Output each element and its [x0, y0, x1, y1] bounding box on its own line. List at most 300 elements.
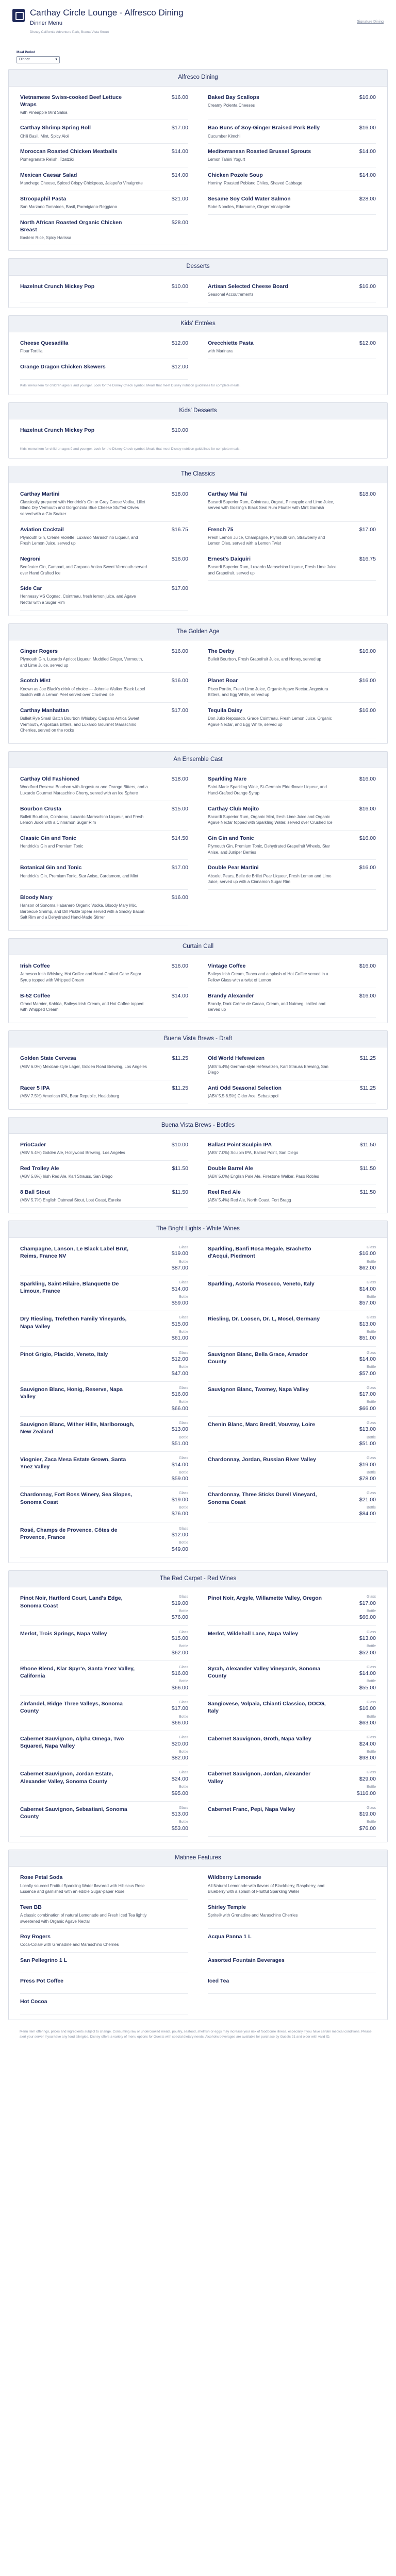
- menu-item-description: Fresh Lemon Juice, Champagne, Plymouth Gin, Strawberry and Lemon Oleo, served with a Lemon Twist: [208, 535, 325, 546]
- glass-label: Glass: [179, 1316, 188, 1320]
- bottle-price-value: $62.00: [171, 1649, 188, 1656]
- menu-item-price: $16.00: [359, 677, 376, 684]
- bottle-price-value: $66.00: [359, 1614, 376, 1621]
- menu-item-name: Double Pear Martini: [208, 865, 259, 871]
- menu-item: [20, 831, 188, 860]
- glass-price: [359, 1280, 376, 1293]
- menu-item-row: [208, 1189, 376, 1196]
- menu-item-row: [208, 340, 376, 347]
- location-tagline: Disney California Adventure Park, Buena Vista Street: [30, 30, 109, 34]
- menu-item: [20, 1929, 188, 1953]
- wine-prices: [354, 1245, 376, 1272]
- menu-item-name: Anti Odd Seasonal Selection: [208, 1084, 282, 1091]
- menu-item-name: Ernest's Daiquiri: [208, 555, 251, 562]
- menu-item-row: [20, 677, 188, 684]
- menu-item: [208, 1452, 376, 1487]
- menu-item-description: Known as Joe Black's drink of choice — Johnnie Walker Black Label Scotch with a Lemon Peel served over Crushed Ice: [20, 686, 145, 698]
- menu-item-row: [20, 1630, 188, 1656]
- menu-item-name: Pinot Noir, Argyle, Willamette Valley, Oregon: [208, 1595, 322, 1602]
- menu-item-row: [20, 1280, 188, 1307]
- bottle-price-value: $84.00: [359, 1511, 376, 1517]
- menu-item: [20, 486, 188, 522]
- menu-item-name: Reel Red Ale: [208, 1189, 241, 1195]
- menu-item-row: [208, 124, 376, 131]
- menu-item: [208, 703, 376, 738]
- menu-item-name: Irish Coffee: [20, 963, 50, 970]
- wine-prices: [167, 1595, 188, 1621]
- bottle-price: [172, 1260, 188, 1272]
- menu-item-name: Mediterranean Roasted Brussel Sprouts: [208, 148, 311, 155]
- menu-item: [20, 1661, 188, 1696]
- menu-item-description: Bulleit Rye Small Batch Bourbon Whiskey, Carpano Antica Sweet Vermouth, Angostura Bitters, and Luxardo Gourmet Maraschino Cherries, served on the rocks: [20, 716, 140, 733]
- menu-item-row: [208, 490, 376, 498]
- bottle-price-value: $51.00: [359, 1440, 376, 1447]
- glass-label: Glass: [367, 1245, 376, 1249]
- menu-item-name: Sparkling Mare: [208, 776, 247, 783]
- wine-prices: [354, 1280, 376, 1307]
- menu-item-description: (ABV 5.4%) German-style Hefeweizen, Karl Strauss Brewing, San Diego: [208, 1064, 328, 1075]
- glass-price: [172, 1421, 188, 1433]
- menu-item-description: Seasonal Accoutrements: [208, 292, 254, 297]
- menu-item: [208, 486, 376, 522]
- wine-prices: [167, 1806, 188, 1832]
- menu-item: [208, 1973, 376, 1994]
- menu-item-price: $17.00: [171, 865, 188, 871]
- menu-item-name: Viognier, Zaca Mesa Estate Grown, Santa Ynez Valley: [20, 1456, 126, 1470]
- menu-item-price: $17.00: [171, 125, 188, 131]
- menu-item-row: [208, 1421, 376, 1447]
- page-header: [0, 0, 396, 47]
- menu-item: [20, 890, 188, 925]
- bottle-price: [172, 1435, 188, 1448]
- bottle-price: [359, 1400, 376, 1412]
- menu-item-price: $16.00: [171, 555, 188, 562]
- glass-label: Glass: [179, 1806, 188, 1810]
- menu-item-price: $16.00: [359, 707, 376, 714]
- menu-item: [208, 771, 376, 801]
- section-kids-desserts: [8, 402, 388, 459]
- menu-item-description: Bacardi Superior Rum, Cointreau, Orgeat, Pineapple and Lime Juice, served with Gosling's Black Seal Rum Floater with Mint Garnish: [208, 499, 335, 511]
- bottle-label: Bottle: [179, 1470, 188, 1475]
- glass-price: [359, 1806, 376, 1818]
- menu-item: [20, 1522, 188, 1557]
- menu-item-price: $15.00: [171, 805, 188, 812]
- wine-prices: [354, 1595, 376, 1621]
- glass-label: Glass: [367, 1386, 376, 1390]
- menu-item-name: Assorted Fountain Beverages: [208, 1957, 285, 1963]
- glass-price: [172, 1351, 188, 1363]
- bottle-price-value: $76.00: [171, 1511, 188, 1517]
- menu-item: [20, 1802, 188, 1837]
- menu-item-name: Dry Riesling, Trefethen Family Vineyards, Napa Valley: [20, 1316, 127, 1330]
- menu-item-row: [208, 677, 376, 684]
- menu-item-price: $17.00: [171, 707, 188, 714]
- menu-item-price: $10.00: [171, 427, 188, 434]
- bottle-label: Bottle: [367, 1750, 376, 1754]
- menu-item-row: [208, 707, 376, 714]
- menu-item-name: Cabernet Sauvignon, Groth, Napa Valley: [208, 1736, 311, 1742]
- menu-item: [208, 1487, 376, 1522]
- bottle-price: [172, 1505, 188, 1518]
- menu-item: [20, 988, 188, 1018]
- menu-item: [20, 422, 188, 443]
- menu-item-price: $16.00: [359, 776, 376, 783]
- menu-item-name: Classic Gin and Tonic: [20, 835, 76, 842]
- bottle-price: [359, 1260, 376, 1272]
- bottle-label: Bottle: [367, 1820, 376, 1824]
- menu-item-name: Syrah, Alexander Valley Vineyards, Sonoma County: [208, 1665, 321, 1679]
- menu-item-price: $16.00: [359, 835, 376, 842]
- menu-item-name: Bourbon Crusta: [20, 805, 61, 812]
- meal-period-selector: [0, 47, 396, 61]
- menu-item: [208, 1661, 376, 1696]
- menu-item: [208, 1696, 376, 1731]
- glass-price-value: $16.00: [359, 1250, 376, 1257]
- title-block: [30, 7, 357, 35]
- menu-item-name: Racer 5 IPA: [20, 1084, 50, 1091]
- meal-period-label: Meal Period: [16, 50, 36, 54]
- menu-item-name: Acqua Panna 1 L: [208, 1934, 252, 1940]
- menu-item-name: Rose Petal Soda: [20, 1874, 63, 1881]
- menu-item: [208, 522, 376, 551]
- glass-price-value: $15.00: [171, 1635, 188, 1642]
- menu-item-name: Riesling, Dr. Loosen, Dr. L, Mosel, Germany: [208, 1316, 320, 1323]
- bottle-price: [172, 1540, 188, 1553]
- menu-item-row: [20, 894, 188, 901]
- glass-price: [172, 1735, 188, 1748]
- bottle-label: Bottle: [179, 1750, 188, 1754]
- bottle-price-value: $47.00: [171, 1370, 188, 1377]
- menu-item-grid: [20, 1137, 376, 1208]
- menu-item: [20, 1382, 188, 1417]
- glass-label: Glass: [179, 1736, 188, 1740]
- glass-price: [359, 1351, 376, 1363]
- wine-prices: [354, 1421, 376, 1447]
- wine-prices: [167, 1630, 188, 1656]
- bottle-price-value: $61.00: [171, 1335, 188, 1342]
- glass-price-value: $14.00: [359, 1356, 376, 1362]
- bottle-price: [172, 1400, 188, 1412]
- glass-price-value: $13.00: [171, 1811, 188, 1818]
- menu-item-grid: [20, 643, 376, 738]
- menu-item-price: $14.00: [171, 992, 188, 999]
- menu-item: [208, 643, 376, 673]
- menu-item-row: [20, 1977, 188, 1985]
- menu-item: [208, 144, 376, 167]
- menu-item-description: Sprite® with Grenadine and Maraschino Cherries: [208, 1912, 298, 1918]
- glass-price: [359, 1315, 376, 1328]
- menu-item-row: [208, 1491, 376, 1517]
- menu-item-row: [20, 1904, 188, 1911]
- menu-item-description: (ABV 5.7%) English Oatmeal Stout, Lost Coast, Eureka: [20, 1197, 122, 1202]
- menu-item-row: [208, 94, 376, 101]
- bottle-label: Bottle: [179, 1609, 188, 1613]
- menu-item-name: Sangiovese, Volpaia, Chianti Classico, DOCG, Italy: [208, 1701, 326, 1715]
- bottle-label: Bottle: [179, 1260, 188, 1264]
- glass-price-value: $17.00: [359, 1391, 376, 1398]
- menu-item-row: [20, 1595, 188, 1621]
- menu-item: [208, 167, 376, 191]
- menu-item-row: [208, 1245, 376, 1272]
- menu-item-grid: [20, 1050, 376, 1104]
- menu-item-name: 8 Ball Stout: [20, 1189, 50, 1195]
- menu-item-name: Tequila Daisy: [208, 707, 242, 714]
- menu-item-name: Rhone Blend, Klar Spyr'e, Santa Ynez Valley, California: [20, 1665, 135, 1679]
- glass-label: Glass: [179, 1771, 188, 1775]
- menu-item-price: $14.00: [171, 148, 188, 155]
- menu-subtitle: Dinner Menu: [30, 20, 62, 26]
- section-title: The Classics: [9, 466, 387, 483]
- menu-item-price: $12.00: [359, 340, 376, 347]
- menu-item-row: [208, 1735, 376, 1761]
- menu-item: [20, 167, 188, 191]
- chevron-down-icon: ▾: [55, 58, 57, 62]
- menu-item-price: $14.00: [171, 172, 188, 178]
- menu-item-grid: [20, 335, 376, 380]
- bottle-price-value: $63.00: [359, 1720, 376, 1726]
- menu-item-name: Hot Cocoa: [20, 1998, 47, 2005]
- menu-item-description: (ABV 5.5-6.5%) Cider Ace, Sebastopol: [208, 1093, 278, 1098]
- menu-item-row: [208, 1770, 376, 1797]
- menu-item-name: Cabernet Sauvignon, Jordan Estate, Alexander Valley, Sonoma County: [20, 1771, 113, 1785]
- menu-item-description: Baileys Irish Cream, Tuaca and a splash of Hot Coffee served in a Fellow Glass with a twist of Lemon: [208, 972, 328, 982]
- glass-label: Glass: [367, 1736, 376, 1740]
- glass-price-value: $13.00: [171, 1426, 188, 1433]
- menu-item-row: [208, 1315, 376, 1342]
- menu-item-description: (ABV 6.0%) Mexican-style Lager, Golden Road Brewing, Los Angeles: [20, 1064, 147, 1069]
- menu-item-price: $16.00: [359, 992, 376, 999]
- section-title: An Ensemble Cast: [9, 752, 387, 769]
- menu-item: [208, 1802, 376, 1837]
- page-title: Carthay Circle Lounge - Alfresco Dining: [30, 8, 184, 18]
- menu-item-description: (ABV 5.4%) Red Ale, North Coast, Fort Bragg: [208, 1197, 291, 1202]
- bottle-label: Bottle: [367, 1365, 376, 1369]
- menu-item-name: Carthay Shrimp Spring Roll: [20, 125, 91, 131]
- menu-item-name: Chardonnay, Fort Ross Winery, Sea Slopes, Sonoma Coast: [20, 1492, 133, 1505]
- menu-item-name: Hazelnut Crunch Mickey Pop: [20, 427, 95, 434]
- menu-item-grid: [20, 1870, 376, 2014]
- menu-item: [20, 860, 188, 889]
- bottle-price: [172, 1750, 188, 1762]
- menu-item-row: [208, 1055, 376, 1062]
- bottle-price: [359, 1330, 376, 1342]
- bottle-price-value: $82.00: [171, 1755, 188, 1761]
- bottle-price-value: $66.00: [171, 1720, 188, 1726]
- menu-item-row: [20, 195, 188, 202]
- menu-item-price: $11.25: [359, 1055, 376, 1062]
- menu-item-price: $18.00: [171, 776, 188, 783]
- legal-disclaimer: Menu item offerings, prices and ingredients subject to change. Consuming raw or undercooked meats, poultry, seafood, shellfish or eggs may increase your risk of foodborne illness, especially if you have certain medical conditions. Please alert your server if you have any food allergies. Disney offers a variety of menu options for Guests with special dietary needs. Alcoholic beverages are available for purchase by Guests 21 and older with valid ID.: [20, 2029, 372, 2039]
- menu-item-row: [20, 363, 188, 370]
- menu-item-description: A classic combination of natural Lemonade and Fresh Iced Tea lightly sweetened with Organic Agave Nectar: [20, 1912, 147, 1924]
- menu-item-description: Bacardi Superior Rum, Organic Mint, fresh Lime Juice and Organic Agave Nectar topped with Sparkling Water, served over Crushed Ice: [208, 814, 333, 825]
- menu-item-row: [208, 1280, 376, 1307]
- bottle-price: [172, 1644, 188, 1656]
- menu-item: [20, 1137, 188, 1161]
- bottle-price-value: $66.00: [171, 1684, 188, 1691]
- menu-item-row: [20, 1700, 188, 1726]
- menu-item-description: (ABV 5.0%) English Pale Ale, Firestone Walker, Paso Robles: [208, 1174, 319, 1179]
- menu-item-row: [208, 1665, 376, 1691]
- menu-item-name: Old World Hefeweizen: [208, 1055, 265, 1062]
- menu-item-row: [20, 1735, 188, 1761]
- bottle-label: Bottle: [179, 1541, 188, 1545]
- menu-item-name: Red Trolley Ale: [20, 1165, 59, 1172]
- wine-prices: [167, 1770, 188, 1797]
- signature-dining-link[interactable]: Signature Dining: [357, 20, 384, 24]
- glass-label: Glass: [179, 1701, 188, 1705]
- menu-item: [208, 1626, 376, 1661]
- glass-label: Glass: [367, 1701, 376, 1705]
- bottle-price: [359, 1505, 376, 1518]
- menu-item-price: $16.00: [171, 648, 188, 655]
- menu-item-row: [208, 1957, 376, 1964]
- menu-item-description: (ABV 5.4%) Golden Ale, Hollywood Brewing, Los Angeles: [20, 1150, 125, 1156]
- bottle-price: [172, 1609, 188, 1621]
- menu-item-grid: [20, 958, 376, 1018]
- glass-price: [359, 1735, 376, 1748]
- menu-item: [208, 831, 376, 860]
- menu-item: [208, 860, 376, 889]
- menu-item-name: Teen BB: [20, 1904, 42, 1910]
- menu-item: [20, 1241, 188, 1276]
- bottle-label: Bottle: [179, 1400, 188, 1404]
- wine-prices: [167, 1351, 188, 1377]
- menu-item-description: Pomegranate Relish, Tzatziki: [20, 157, 74, 162]
- menu-item-name: Orecchiette Pasta: [208, 340, 254, 347]
- glass-price-value: $15.00: [171, 1320, 188, 1327]
- menu-item: [20, 1417, 188, 1452]
- menu-item-name: Brandy Alexander: [208, 992, 254, 999]
- wine-prices: [354, 1315, 376, 1342]
- menu-item: [208, 1900, 376, 1929]
- menu-item-row: [20, 864, 188, 871]
- glass-label: Glass: [179, 1351, 188, 1355]
- menu-item-price: $11.50: [359, 1189, 376, 1195]
- menu-item-name: Baked Bay Scallops: [208, 94, 259, 100]
- wine-prices: [167, 1245, 188, 1272]
- bottle-price-value: $59.00: [171, 1300, 188, 1307]
- menu-item-grid: [20, 90, 376, 246]
- menu-item-description: with Pineapple Mint Salsa: [20, 110, 68, 115]
- menu-item-description: Don Julio Reposado, Grade Cointreau, Fresh Lemon Juice, Organic Agave Nectar, and Egg White, served up: [208, 716, 332, 727]
- glass-label: Glass: [179, 1386, 188, 1390]
- bottle-price: [359, 1644, 376, 1656]
- wine-prices: [354, 1386, 376, 1412]
- bottle-price-value: $98.00: [359, 1755, 376, 1761]
- menu-item-row: [208, 1874, 376, 1881]
- menu-item-name: Carthay Club Mojito: [208, 805, 259, 812]
- menu-item: [20, 1161, 188, 1184]
- menu-item-price: $10.00: [171, 283, 188, 290]
- menu-item-grid: [20, 422, 376, 443]
- menu-item-name: Scotch Mist: [20, 677, 51, 684]
- menu-item-row: [20, 835, 188, 842]
- menu-item: [20, 522, 188, 551]
- menu-item-description: Beefeater Gin, Campari, and Carpano Antica Sweet Vermouth served over Hand Crafted Ice: [20, 565, 147, 575]
- wine-prices: [167, 1315, 188, 1342]
- menu-item: [208, 120, 376, 144]
- bottle-price-value: $66.00: [359, 1405, 376, 1412]
- menu-item-description: Flour Tortilla: [20, 349, 43, 354]
- menu-item-row: [20, 1421, 188, 1447]
- menu-item-description: Sobe Noodles, Edamame, Ginger Vinaigrette: [208, 204, 290, 209]
- menu-item-price: $16.00: [171, 94, 188, 100]
- menu-item-price: $28.00: [171, 219, 188, 226]
- wine-prices: [352, 1770, 376, 1797]
- menu-item-name: Chardonnay, Jordan, Russian River Valley: [208, 1456, 316, 1463]
- glass-price: [359, 1386, 376, 1398]
- menu-item: [20, 120, 188, 144]
- menu-item: [20, 215, 188, 246]
- menu-item-description: (ABV 7.5%) American IPA, Bear Republic, Healdsburg: [20, 1093, 119, 1098]
- menu-item-description: Plymouth Gin, Luxardo Apricot Liqueur, Muddled Ginger, Vermouth, and Lime Juice, served up: [20, 657, 143, 668]
- menu-item: [20, 673, 188, 702]
- glass-price-value: $13.00: [359, 1426, 376, 1433]
- bottle-label: Bottle: [179, 1435, 188, 1439]
- menu-item-name: Sauvignon Blanc, Twomey, Napa Valley: [208, 1386, 309, 1393]
- menu-item-row: [20, 124, 188, 131]
- section-kids-entrees: [8, 315, 388, 395]
- menu-item-price: $21.00: [171, 195, 188, 202]
- glass-price: [172, 1491, 188, 1503]
- bottle-price-value: $116.00: [356, 1790, 376, 1797]
- menu-item-name: Cabernet Sauvignon, Jordan, Alexander Valley: [208, 1771, 311, 1785]
- bottle-price-value: $55.00: [359, 1684, 376, 1691]
- bottle-price: [172, 1820, 188, 1832]
- bottle-price-value: $57.00: [359, 1300, 376, 1307]
- menu-item-row: [208, 1933, 376, 1940]
- menu-item-name: Sparkling, Saint-Hilaire, Blanquette De Limoux, France: [20, 1281, 119, 1295]
- bottle-price-value: $49.00: [171, 1546, 188, 1552]
- menu-item-price: $16.00: [359, 648, 376, 655]
- menu-item-description: Hennessy VS Cognac, Cointreau, fresh lemon juice, and Agave Nectar with a Sugar Rim: [20, 594, 136, 605]
- menu-item-grid: [20, 1590, 376, 1837]
- menu-item: [20, 1731, 188, 1766]
- glass-label: Glass: [179, 1281, 188, 1285]
- menu-item-row: [208, 805, 376, 812]
- bottle-price: [172, 1295, 188, 1307]
- menu-item-price: $11.25: [172, 1055, 188, 1062]
- menu-item-row: [20, 1770, 188, 1797]
- menu-item-row: [208, 962, 376, 970]
- bottle-label: Bottle: [367, 1645, 376, 1649]
- menu-item: [20, 1184, 188, 1208]
- glass-price: [359, 1421, 376, 1433]
- menu-item-row: [20, 148, 188, 155]
- bottle-label: Bottle: [367, 1400, 376, 1404]
- menu-item-name: Roy Rogers: [20, 1934, 51, 1940]
- menu-item-row: [20, 1189, 188, 1196]
- bottle-label: Bottle: [179, 1295, 188, 1299]
- bottle-label: Bottle: [367, 1785, 376, 1789]
- menu-item-price: $16.00: [359, 94, 376, 100]
- bottle-price-value: $78.00: [359, 1476, 376, 1482]
- menu-item: [20, 1994, 188, 2014]
- menu-item-description: Cucumber Kimchi: [208, 133, 241, 139]
- menu-item-grid: [20, 486, 376, 611]
- glass-label: Glass: [367, 1351, 376, 1355]
- menu-item-name: Cabernet Sauvignon, Sebastiani, Sonoma County: [20, 1806, 127, 1820]
- menu-item-price: $16.75: [171, 526, 188, 533]
- bottle-price: [172, 1470, 188, 1483]
- menu-item-name: Shirley Temple: [208, 1904, 246, 1910]
- bottle-label: Bottle: [179, 1680, 188, 1684]
- menu-item-row: [20, 1806, 188, 1832]
- glass-price: [172, 1806, 188, 1818]
- menu-item: [20, 1452, 188, 1487]
- menu-item-name: Cabernet Sauvignon, Alpha Omega, Two Squared, Napa Valley: [20, 1736, 124, 1750]
